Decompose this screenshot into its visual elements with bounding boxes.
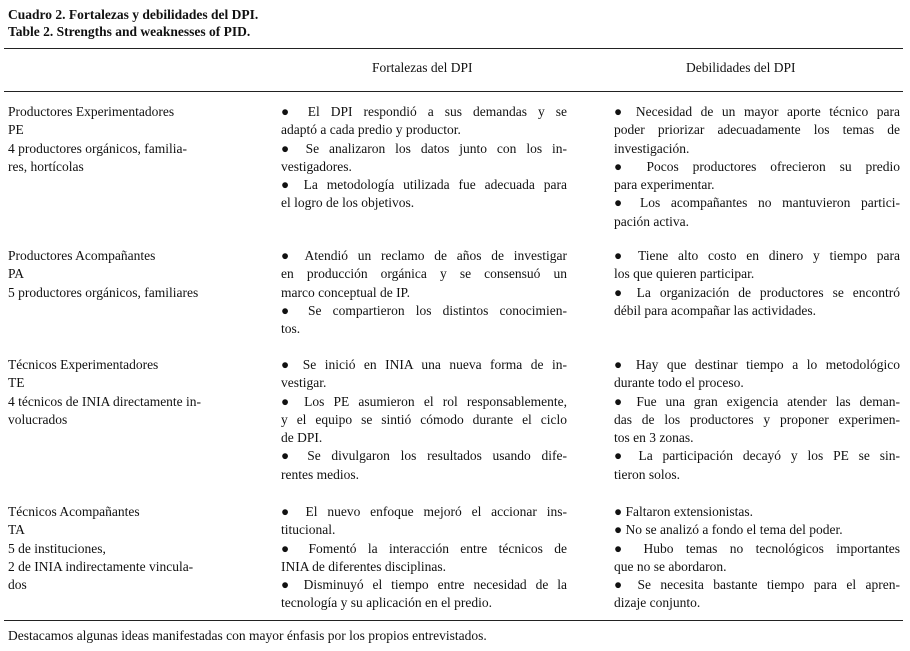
cell-line: ● Los PE asumieron el rol responsablemente, [281,393,567,409]
cell-line: ● Se necesita bastante tiempo para el apren- [614,577,900,593]
cell-line: TE [8,375,25,391]
cell-line: tos en 3 zonas. [614,430,694,446]
cell-line: tos. [281,321,301,337]
group-cell [8,103,187,176]
cell-line: ● La metodología utilizada fue adecuada para [281,177,567,193]
cell-line: que no se abordaron. [614,558,727,574]
cell-line: ● Fue una gran exigencia atender las deman- [614,393,900,409]
bullet-item [614,540,900,577]
cell-line: ● Se divulgaron los resultados usando dife- [281,448,567,464]
cell-line: ● Fomentó la interacción entre técnicos de [281,540,567,556]
cell-line: tieron solos. [614,466,680,482]
bullet-item [281,140,567,177]
debilidades-cell [614,356,900,484]
table-footnote: Destacamos algunas ideas manifestadas con mayor énfasis por los propios entrevistados. [8,628,487,643]
fortalezas-cell [281,103,567,213]
cell-line: vestigadores. [281,158,352,174]
bullet-item [614,284,900,321]
cell-line: INIA de diferentes disciplinas. [281,558,446,574]
bullet-item [281,540,567,577]
column-header-fortalezas: Fortalezas del DPI [372,60,473,75]
cell-line: ● La organización de productores se encontró [614,284,900,300]
caption-spanish: Cuadro 2. Fortalezas y debilidades del DPI. [8,7,259,22]
fortalezas-cell [281,247,567,338]
bullet-item [614,247,900,284]
bullet-item [281,393,567,448]
table-top-rule [4,48,903,49]
fortalezas-cell [281,503,567,613]
cell-line: los que quieren participar. [614,266,755,282]
bullet-item [281,356,567,393]
group-cell [8,247,198,302]
caption-english: Table 2. Strengths and weaknesses of PID. [8,24,251,39]
cell-line: pación activa. [614,213,689,229]
bullet-item [614,447,900,484]
cell-line: 4 técnicos de INIA directamente in- [8,393,202,409]
bullet-item [614,356,900,393]
bullet-item [614,521,900,539]
cell-line: 5 de instituciones, [8,540,106,556]
cell-line: ● Se analizaron los datos junto con los in- [281,140,567,156]
bullet-item [281,103,567,140]
cell-line: 4 productores orgánicos, familia- [8,140,187,156]
cell-line: ● Tiene alto costo en dinero y tiempo para [614,248,900,263]
cell-line: para experimentar. [614,177,715,193]
cell-line: dizaje conjunto. [614,595,701,611]
cell-line: volucrados [8,411,68,427]
cell-line: titucional. [281,522,336,538]
cell-line: PA [8,266,25,282]
cell-line: ● Hubo temas no tecnológicos importantes [614,540,900,556]
cell-line: ● El DPI respondió a sus demandas y se [281,104,567,119]
cell-line: de DPI. [281,430,323,446]
cell-line: ● Hay que destinar tiempo a lo metodológico [614,357,900,372]
cell-line: Técnicos Acompañantes [8,504,140,519]
column-header-debilidades: Debilidades del DPI [686,60,796,75]
bullet-item [281,302,567,339]
cell-line: Técnicos Experimentadores [8,357,159,372]
cell-line: en producción orgánica y se consensuó un [281,266,567,282]
cell-line: ● Necesidad de un mayor aporte técnico para [614,104,900,119]
cell-line: 2 de INIA indirectamente vincula- [8,558,194,574]
cell-line: ● Disminuyó el tiempo entre necesidad de la [281,577,567,593]
bullet-item [281,447,567,484]
cell-line: ● Se compartieron los distintos conocimien- [281,302,567,318]
cell-line: marco conceptual de IP. [281,284,410,300]
cell-line: ● No se analizó a fondo el tema del poder. [614,522,843,538]
debilidades-cell [614,503,900,613]
bullet-item [614,393,900,448]
cell-line: ● Pocos productores ofrecieron su predio [614,158,900,174]
cell-line: investigación. [614,140,690,156]
debilidades-cell [614,247,900,320]
cell-line: res, hortícolas [8,158,84,174]
bullet-item [614,576,900,613]
cell-line: TA [8,522,25,538]
cell-line: ● Faltaron extensionistas. [614,504,754,519]
cell-line: Productores Experimentadores [8,104,175,119]
cell-line: ● Se inició en INIA una nueva forma de in- [281,357,567,372]
fortalezas-cell [281,356,567,484]
cell-line: ● Atendió un reclamo de años de investigar [281,248,567,263]
cell-line: durante todo el proceso. [614,375,744,391]
bullet-item [614,503,900,521]
bullet-item [614,194,900,231]
bullet-item [281,247,567,302]
cell-line: rentes medios. [281,466,359,482]
cell-line: dos [8,577,27,593]
cell-line: débil para acompañar las actividades. [614,302,817,318]
cell-line: tecnología y su aplicación en el predio. [281,595,493,611]
cell-line: ● El nuevo enfoque mejoró el accionar ins- [281,504,567,519]
cell-line: 5 productores orgánicos, familiares [8,284,199,300]
cell-line: ● Los acompañantes no mantuvieron partici- [614,195,900,211]
bullet-item [614,103,900,158]
table-header-rule [4,91,903,92]
debilidades-cell [614,103,900,231]
table-bottom-rule [4,620,903,621]
cell-line: PE [8,122,24,138]
cell-line: vestigar. [281,375,327,391]
cell-line: poder priorizar adecuadamente los temas de [614,122,900,138]
bullet-item [281,176,567,213]
cell-line: adaptó a cada predio y productor. [281,122,461,138]
cell-line: das de los productores y proponer experimen- [614,411,900,427]
cell-line: Productores Acompañantes [8,248,156,263]
bullet-item [614,158,900,195]
cell-line: ● La participación decayó y los PE se sin- [614,448,900,464]
cell-line: y el equipo se sintió cómodo durante el ciclo [281,411,567,427]
group-cell [8,356,201,429]
cell-line: el logro de los objetivos. [281,195,415,211]
bullet-item [281,503,567,540]
bullet-item [281,576,567,613]
group-cell [8,503,193,594]
